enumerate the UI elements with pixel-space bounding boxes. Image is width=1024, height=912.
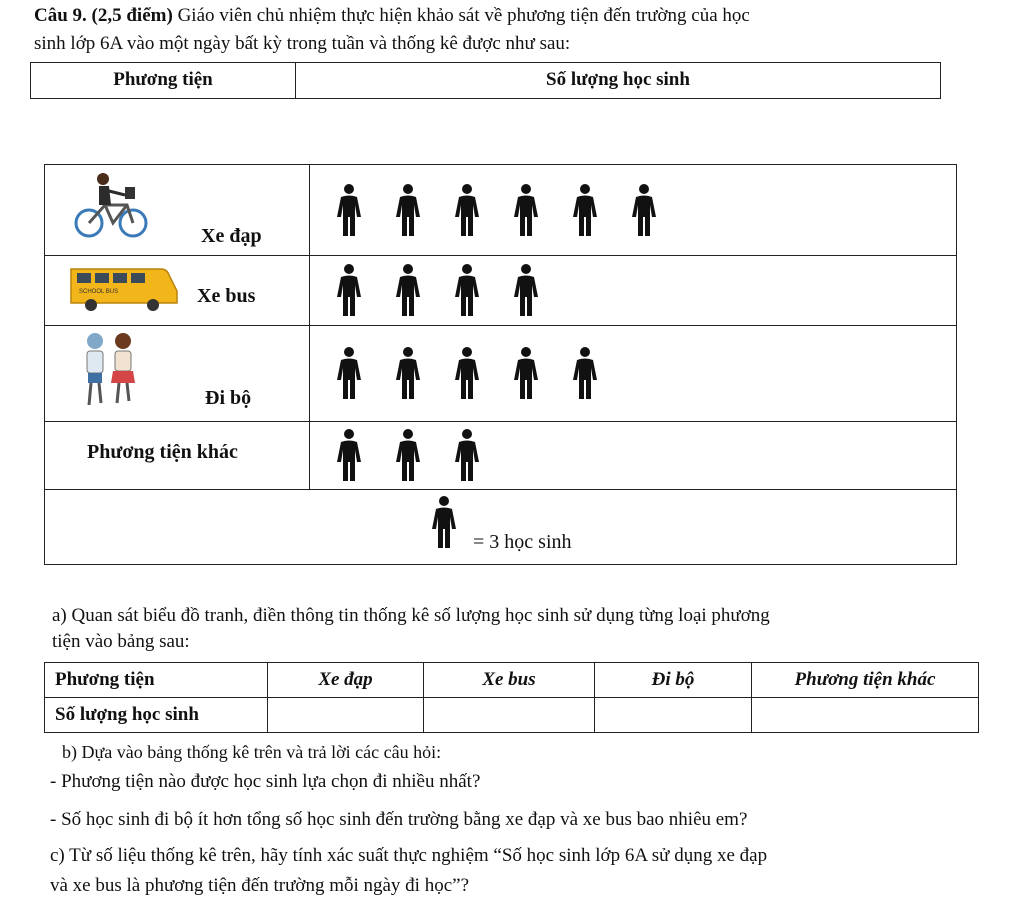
question-line-1	[34, 4, 750, 28]
part-c-line-2: và xe bus là phương tiện đến trường mỗi ngày đi học”?	[50, 875, 470, 896]
person-icon	[392, 183, 424, 237]
person-icon	[428, 495, 460, 549]
person-icon	[333, 183, 365, 237]
legend-text: = 3 học sinh	[473, 531, 572, 553]
school-bus-icon	[69, 265, 181, 313]
bicycle-icon	[71, 169, 151, 239]
question-intro-2: sinh lớp 6A vào một ngày bất kỳ trong tuần và thống kê được như sau:	[34, 33, 571, 54]
row-label-other: Phương tiện khác	[87, 441, 238, 463]
part-b-question-1: - Phương tiện nào được học sinh lựa chọn đi nhiều nhất?	[50, 771, 481, 792]
header-table	[30, 62, 941, 99]
answer-header-bicycle: Xe đạp	[268, 663, 424, 698]
person-icon	[510, 263, 542, 317]
pictogram-row-bicycle	[45, 165, 956, 256]
person-icon	[451, 183, 483, 237]
row-label-cell	[45, 421, 310, 489]
answer-table	[44, 662, 979, 733]
answer-row-label: Số lượng học sinh	[45, 698, 268, 733]
answer-header-other: Phương tiện khác	[752, 663, 979, 698]
part-b-title: b) Dựa vào bảng thống kê trên và trả lời các câu hỏi:	[62, 742, 442, 762]
pictogram-row-other	[45, 421, 956, 490]
part-c-line-1: c) Từ số liệu thống kê trên, hãy tính xác suất thực nghiệm “Số học sinh lớp 6A sử dụng xe đạp	[50, 845, 768, 866]
person-icon	[392, 346, 424, 400]
person-icon	[510, 346, 542, 400]
row-label-walking: Đi bộ	[205, 387, 252, 409]
person-icon	[569, 346, 601, 400]
person-icon	[333, 263, 365, 317]
answer-header-bus: Xe bus	[424, 663, 595, 698]
person-icon	[333, 346, 365, 400]
question-number: Câu 9. (2,5 điểm)	[34, 5, 173, 26]
row-label-cell	[45, 255, 310, 325]
answer-cell-walking[interactable]	[595, 698, 752, 733]
part-a-line-1: a) Quan sát biểu đồ tranh, điền thông tin thống kê số lượng học sinh sử dụng từng loại phương	[52, 605, 770, 626]
icons-other	[333, 421, 483, 489]
question-intro-1: Giáo viên chủ nhiệm thực hiện khảo sát về phương tiện đến trường của học	[172, 5, 750, 26]
person-icon	[451, 346, 483, 400]
icons-bus	[333, 255, 542, 325]
bus-sign-text: SCHOOL BUS	[79, 289, 119, 295]
answer-header-walking: Đi bộ	[595, 663, 752, 698]
part-b-question-2: - Số học sinh đi bộ ít hơn tổng số học sinh đến trường bằng xe đạp và xe bus bao nhiêu em?	[50, 809, 748, 830]
header-col-count: Số lượng học sinh	[546, 69, 690, 90]
person-icon	[510, 183, 542, 237]
pictogram-table	[44, 164, 957, 565]
person-icon	[392, 428, 424, 482]
answer-cell-bus[interactable]	[424, 698, 595, 733]
part-a-line-2: tiện vào bảng sau:	[52, 631, 190, 652]
legend-row	[45, 489, 956, 564]
row-label-cell	[45, 325, 310, 421]
answer-table-values-row	[45, 698, 979, 733]
person-icon	[451, 263, 483, 317]
pictogram-row-walking	[45, 325, 956, 422]
person-icon	[333, 428, 365, 482]
answer-cell-bicycle[interactable]	[268, 698, 424, 733]
person-icon	[451, 428, 483, 482]
row-label-bus: Xe bus	[197, 285, 256, 307]
answer-table-header-row	[45, 663, 979, 698]
pictogram-row-bus	[45, 255, 956, 326]
row-label-bicycle: Xe đạp	[201, 225, 262, 247]
person-icon	[569, 183, 601, 237]
answer-cell-other[interactable]	[752, 698, 979, 733]
icons-bicycle	[333, 165, 660, 255]
walking-children-icon	[79, 331, 143, 411]
person-icon	[392, 263, 424, 317]
row-label-cell	[45, 165, 310, 255]
answer-header-vehicle: Phương tiện	[45, 663, 268, 698]
header-col-vehicle: Phương tiện	[31, 63, 296, 98]
person-icon	[628, 183, 660, 237]
icons-walking	[333, 325, 601, 421]
